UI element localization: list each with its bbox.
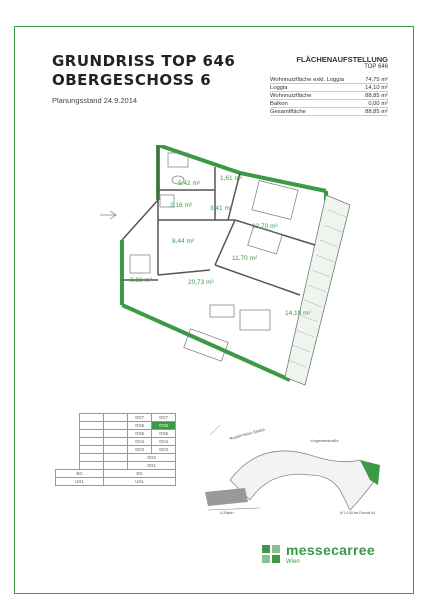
room-area-label: 20,73 m²: [188, 279, 214, 286]
room-area-label: 14,10 m²: [285, 310, 311, 317]
floor-cell: EG: [104, 470, 176, 478]
floor-cell: OG1: [128, 462, 176, 470]
street-label: Rudolf-Heinz-Straße: [228, 426, 266, 441]
floor-cell: EG: [56, 470, 104, 478]
area-row: [270, 92, 388, 100]
title-line-1: GRUNDRISS TOP 646: [52, 52, 236, 70]
area-row-label: Gesamtfläche: [270, 109, 306, 115]
area-row-value: 74,75 m²: [365, 77, 388, 83]
plan-date: Planungsstand 24.9.2014: [52, 96, 138, 105]
wall-south: [122, 305, 290, 380]
floor-cell: OG3: [152, 446, 176, 454]
floor-plan: [100, 145, 360, 390]
table-row: [56, 414, 176, 422]
floor-cell-highlight: OG6: [152, 422, 176, 430]
floor-cell: UG1: [104, 478, 176, 486]
room-area-label: 1,61 m²: [220, 175, 243, 182]
area-table-subheading: TOP 646: [364, 64, 388, 70]
room-area-label: 8,44 m²: [172, 238, 195, 245]
floor-cell: OG7: [128, 414, 152, 422]
room-area-label: 11,70 m²: [232, 255, 258, 262]
area-row: [270, 84, 388, 92]
table-row: [56, 470, 176, 478]
floor-cell: OG7: [152, 414, 176, 422]
table-row: [56, 454, 176, 462]
area-row-value: 88,85 m²: [365, 93, 388, 99]
room-area-label: 5,42 m²: [178, 180, 201, 187]
floor-cell: UG1: [56, 478, 104, 486]
table-row: [56, 478, 176, 486]
scale-note: M 1:100 bei Format A4: [340, 511, 376, 515]
floor-cell: OG5: [152, 430, 176, 438]
area-row: [270, 108, 388, 116]
site-plan: [200, 420, 390, 520]
floor-cell: OG4: [128, 438, 152, 446]
floor-cell: OG3: [128, 446, 152, 454]
area-row-label: Wohnnutzfläche exkl. Loggia: [270, 77, 345, 83]
area-row-label: Balkon: [270, 101, 288, 107]
floor-cell: OG4: [152, 438, 176, 446]
street-label: Vorgartenstraße: [310, 438, 339, 443]
floor-key: [55, 413, 176, 486]
area-row-label: Wohnnutzfläche: [270, 93, 312, 99]
table-row: [56, 446, 176, 454]
area-row: [270, 76, 388, 84]
floor-cell: OG2: [128, 454, 176, 462]
ubahn-label: U-Bahn: [220, 510, 234, 515]
table-row: [56, 438, 176, 446]
title-line-2: OBERGESCHOSS 6: [52, 71, 212, 89]
loggia: [285, 195, 350, 385]
logo-mark-icon: [262, 545, 280, 563]
room-area-label: 2,16 m²: [170, 202, 193, 209]
area-row-label: Loggia: [270, 85, 288, 91]
area-row-value: 88,85 m²: [365, 109, 388, 115]
logo-city: Wien: [286, 559, 300, 565]
floor-table: [55, 413, 176, 486]
room-area-label: 3,41 m²: [210, 205, 233, 212]
area-table: [270, 55, 388, 116]
area-row-value: 14,10 m²: [365, 85, 388, 91]
table-row: [56, 430, 176, 438]
table-row: [56, 462, 176, 470]
area-row: [270, 100, 388, 108]
floor-cell: OG5: [128, 430, 152, 438]
room-area-label: 8,68 m²: [130, 277, 153, 284]
room-area-label: 12,70 m²: [252, 223, 278, 230]
table-row: [56, 422, 176, 430]
page-title: [52, 52, 235, 90]
floor-cell: OG6: [128, 422, 152, 430]
area-row-value: 0,00 m²: [368, 101, 388, 107]
site-plan-drawing: [200, 420, 390, 520]
area-table-heading: FLÄCHENAUFSTELLUNG: [296, 55, 388, 64]
logo-name: messecarree: [286, 542, 375, 558]
